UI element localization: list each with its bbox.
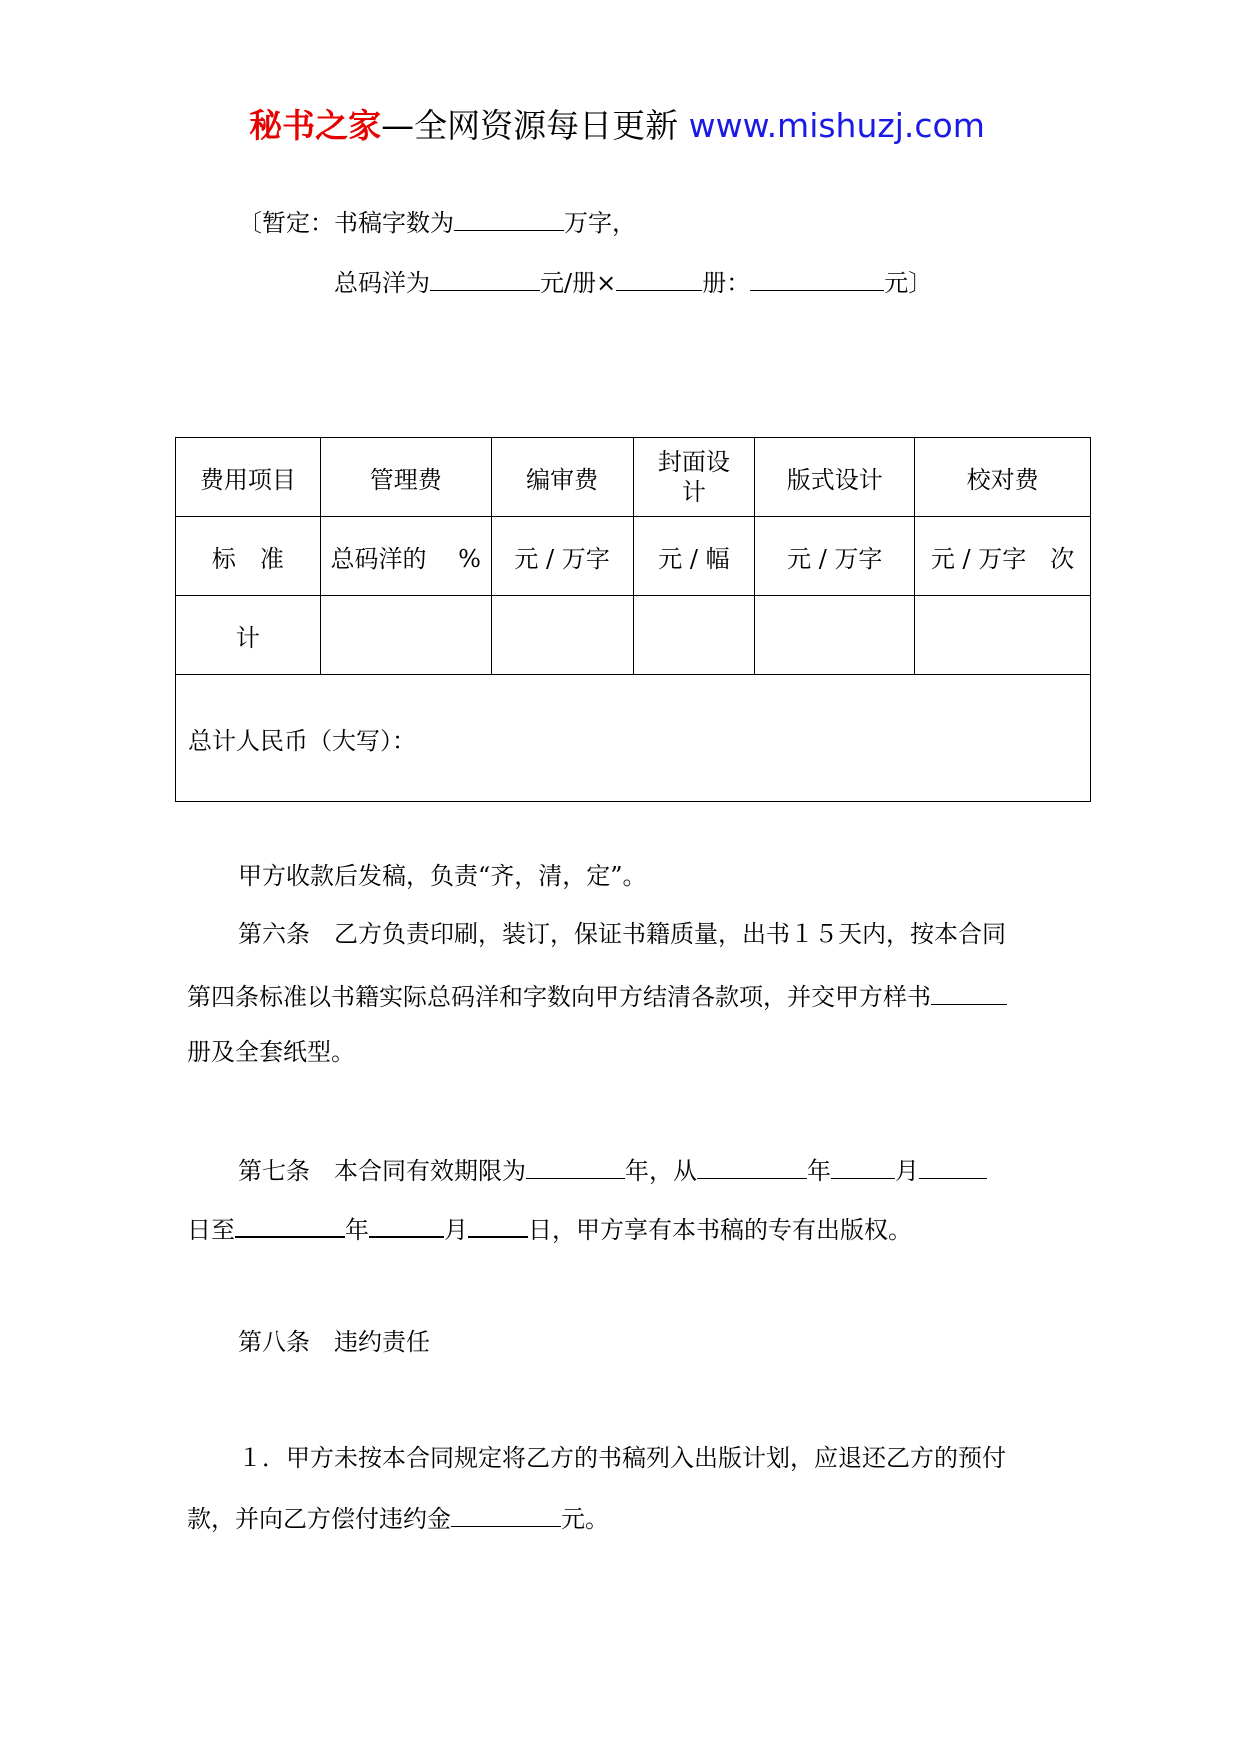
subtotal-cover-cell: [633, 596, 755, 675]
article-7-rights-text: 日，甲方享有本书稿的专有出版权。: [528, 1216, 912, 1244]
brand-name: 秘书之家: [249, 106, 382, 145]
article-7-validity-label: 第七条 本合同有效期限为: [238, 1157, 526, 1185]
standard-management: 总码洋的 %: [320, 517, 491, 596]
header-cover-design-line1: 封面设: [657, 448, 730, 476]
header-cover-design: [633, 438, 755, 517]
tentative-price-unit: 元/册×: [540, 269, 617, 297]
header-management-fee: 管理费: [320, 438, 491, 517]
fee-table: [175, 437, 1091, 802]
penalty-amount-blank: [451, 1504, 561, 1527]
article-6-line-3: 册及全套纸型。: [187, 1038, 355, 1066]
item-1-penalty-unit: 元。: [561, 1505, 609, 1533]
standard-proofreading: 元 / 万字 次: [915, 517, 1091, 596]
article-6-line-2: [187, 982, 1007, 1009]
item-1-line-2: [187, 1504, 609, 1531]
item-1-penalty-label: 款，并向乙方偿付违约金: [187, 1505, 451, 1533]
article-7-end-year-label: 年: [345, 1216, 369, 1244]
article-7-end-month-label: 月: [444, 1216, 468, 1244]
header-tagline: —全网资源每日更新: [381, 106, 679, 145]
end-month-blank: [369, 1214, 444, 1238]
start-year-blank: [697, 1156, 807, 1179]
header-editing-fee: 编审费: [491, 438, 633, 517]
wordcount-blank: [454, 208, 564, 231]
tentative-copies-unit: 册：: [702, 269, 751, 297]
standard-cover: 元 / 幅: [633, 517, 755, 596]
start-day-blank: [919, 1156, 987, 1179]
subtotal-label: 计: [176, 596, 321, 675]
fee-table-total-row: [176, 675, 1091, 802]
tentative-wordcount-unit: 万字，: [564, 209, 636, 237]
standard-layout: 元 / 万字: [755, 517, 915, 596]
total-rmb-label: 总计人民币（大写）：: [176, 675, 1091, 802]
article-7-from-label: 年，从: [625, 1157, 697, 1185]
article-7-until-label: 日至: [187, 1216, 235, 1244]
copies-blank: [616, 268, 702, 291]
sample-copies-blank: [931, 982, 1007, 1005]
tentative-price-label: 总码洋为: [334, 269, 430, 297]
article-6-line-2-text: 第四条标准以书籍实际总码洋和字数向甲方结清各款项，并交甲方样书: [187, 983, 931, 1011]
header-layout-design: 版式设计: [755, 438, 915, 517]
subtotal-layout-cell: [755, 596, 915, 675]
article-6-line-1: 第六条 乙方负责印刷，装订，保证书籍质量，出书１５天内，按本合同: [238, 920, 1006, 948]
fee-table-subtotal-row: [176, 596, 1091, 675]
paragraph-send-manuscript: 甲方收款后发稿，负责“齐，清，定”。: [238, 862, 647, 890]
site-url-link[interactable]: www.mishuzj.com: [688, 106, 985, 145]
tentative-line-1: [238, 208, 636, 235]
subtotal-proofreading-cell: [915, 596, 1091, 675]
tentative-total-unit: 元〕: [884, 269, 933, 297]
article-7-line-2: [187, 1214, 912, 1242]
header-proofreading-fee: 校对费: [915, 438, 1091, 517]
fee-table-header-row: [176, 438, 1091, 517]
tentative-wordcount-label: 〔暂定：书稿字数为: [238, 209, 454, 237]
article-7-line-1: [238, 1156, 987, 1183]
total-price-blank: [750, 268, 884, 291]
subtotal-editing-cell: [491, 596, 633, 675]
standard-editing: 元 / 万字: [491, 517, 633, 596]
fee-table-standard-row: [176, 517, 1091, 596]
validity-years-blank: [526, 1156, 625, 1179]
item-1-line-1: １．甲方未按本合同规定将乙方的书稿列入出版计划，应退还乙方的预付: [238, 1444, 1006, 1472]
price-per-copy-blank: [430, 268, 540, 291]
subtotal-management-cell: [320, 596, 491, 675]
article-7-year-label: 年: [807, 1157, 831, 1185]
end-day-blank: [468, 1214, 528, 1238]
header-cover-design-line2: 计: [681, 478, 706, 506]
start-month-blank: [831, 1156, 895, 1179]
end-year-blank: [235, 1214, 345, 1238]
standard-label: 标 准: [176, 517, 321, 596]
tentative-line-2: [334, 268, 932, 295]
article-8-heading: 第八条 违约责任: [238, 1328, 430, 1356]
article-7-month-label: 月: [895, 1157, 919, 1185]
site-header: [0, 100, 1234, 147]
header-fee-item: 费用项目: [176, 438, 321, 517]
